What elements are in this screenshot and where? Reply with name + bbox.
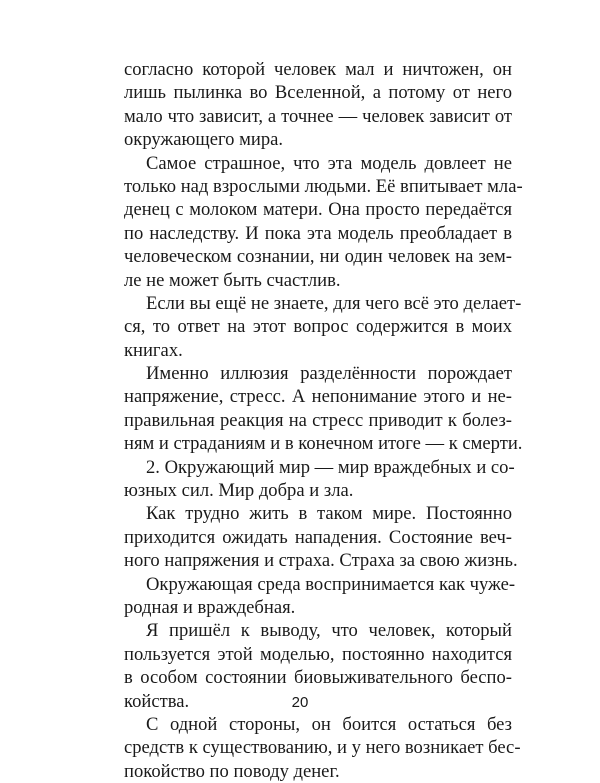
text-line: Именно иллюзия разделённости порождает <box>146 363 512 385</box>
text-line: С одной стороны, он боится остаться без <box>146 713 512 735</box>
paragraph-1 <box>124 58 512 152</box>
text-line: Окружающая среда воспринимается как чуже- <box>146 573 516 595</box>
text-line: ле не может быть счастлив. <box>124 269 341 291</box>
text-line: книгах. <box>124 339 183 361</box>
paragraph-6 <box>124 502 518 572</box>
text-line: ся, то ответ на этот вопрос содержится в моих <box>124 316 512 338</box>
paragraph-2 <box>124 152 523 292</box>
paragraph-4 <box>124 362 523 456</box>
text-line: Как трудно жить в таком мире. Постоянно <box>146 503 512 525</box>
text-line: денец с молоком матери. Она просто передаётся <box>124 199 512 221</box>
text-line: в особом состоянии биовыживательного беспо- <box>124 667 512 689</box>
text-line: пользуется этой моделью, постоянно находится <box>124 643 512 665</box>
text-line: юзных сил. Мир добра и зла. <box>124 480 354 502</box>
text-line: ного напряжения и страха. Страха за свою жизнь. <box>124 550 518 572</box>
text-line: окружающего мира. <box>124 129 284 151</box>
paragraph-5 <box>124 456 515 503</box>
paragraph-7 <box>124 573 516 620</box>
paragraph-9 <box>124 713 521 783</box>
text-line: 2. Окружающий мир — мир враждебных и со- <box>146 456 515 478</box>
text-line: приходится ожидать нападения. Состояние веч- <box>124 526 512 548</box>
paragraph-3 <box>124 292 522 362</box>
text-line: родная и враждебная. <box>124 596 296 618</box>
page-number: 20 <box>291 694 309 711</box>
text-line: правильная реакция на стресс приводит к болез- <box>124 409 512 431</box>
text-line: Я пришёл к выводу, что человек, который <box>146 620 512 642</box>
text-line: Самое страшное, что эта модель довлеет не <box>146 152 512 174</box>
body-text <box>124 58 523 783</box>
text-line: человеческом сознании, ни один человек на зем- <box>124 246 512 268</box>
text-line: ням и страданиям и в конечном итоге — к смерти. <box>124 433 523 455</box>
text-line: Если вы ещё не знаете, для чего всё это делает- <box>146 292 522 314</box>
text-line: койства. <box>124 690 190 712</box>
text-line: средств к существованию, и у него возникает бес- <box>124 737 521 759</box>
text-line: напряжение, стресс. А непонимание этого и не- <box>124 386 512 408</box>
text-line: покойство по поводу денег. <box>124 760 340 782</box>
text-line: по наследству. И пока эта модель преобладает в <box>124 222 512 244</box>
text-line: лишь пылинка во Вселенной, а потому от него <box>124 82 512 104</box>
text-line: согласно которой человек мал и ничтожен, он <box>124 59 512 80</box>
text-line: мало что зависит, а точнее — человек зависит от <box>124 105 512 127</box>
text-line: только над взрослыми людьми. Её впитывает мла- <box>124 175 523 197</box>
